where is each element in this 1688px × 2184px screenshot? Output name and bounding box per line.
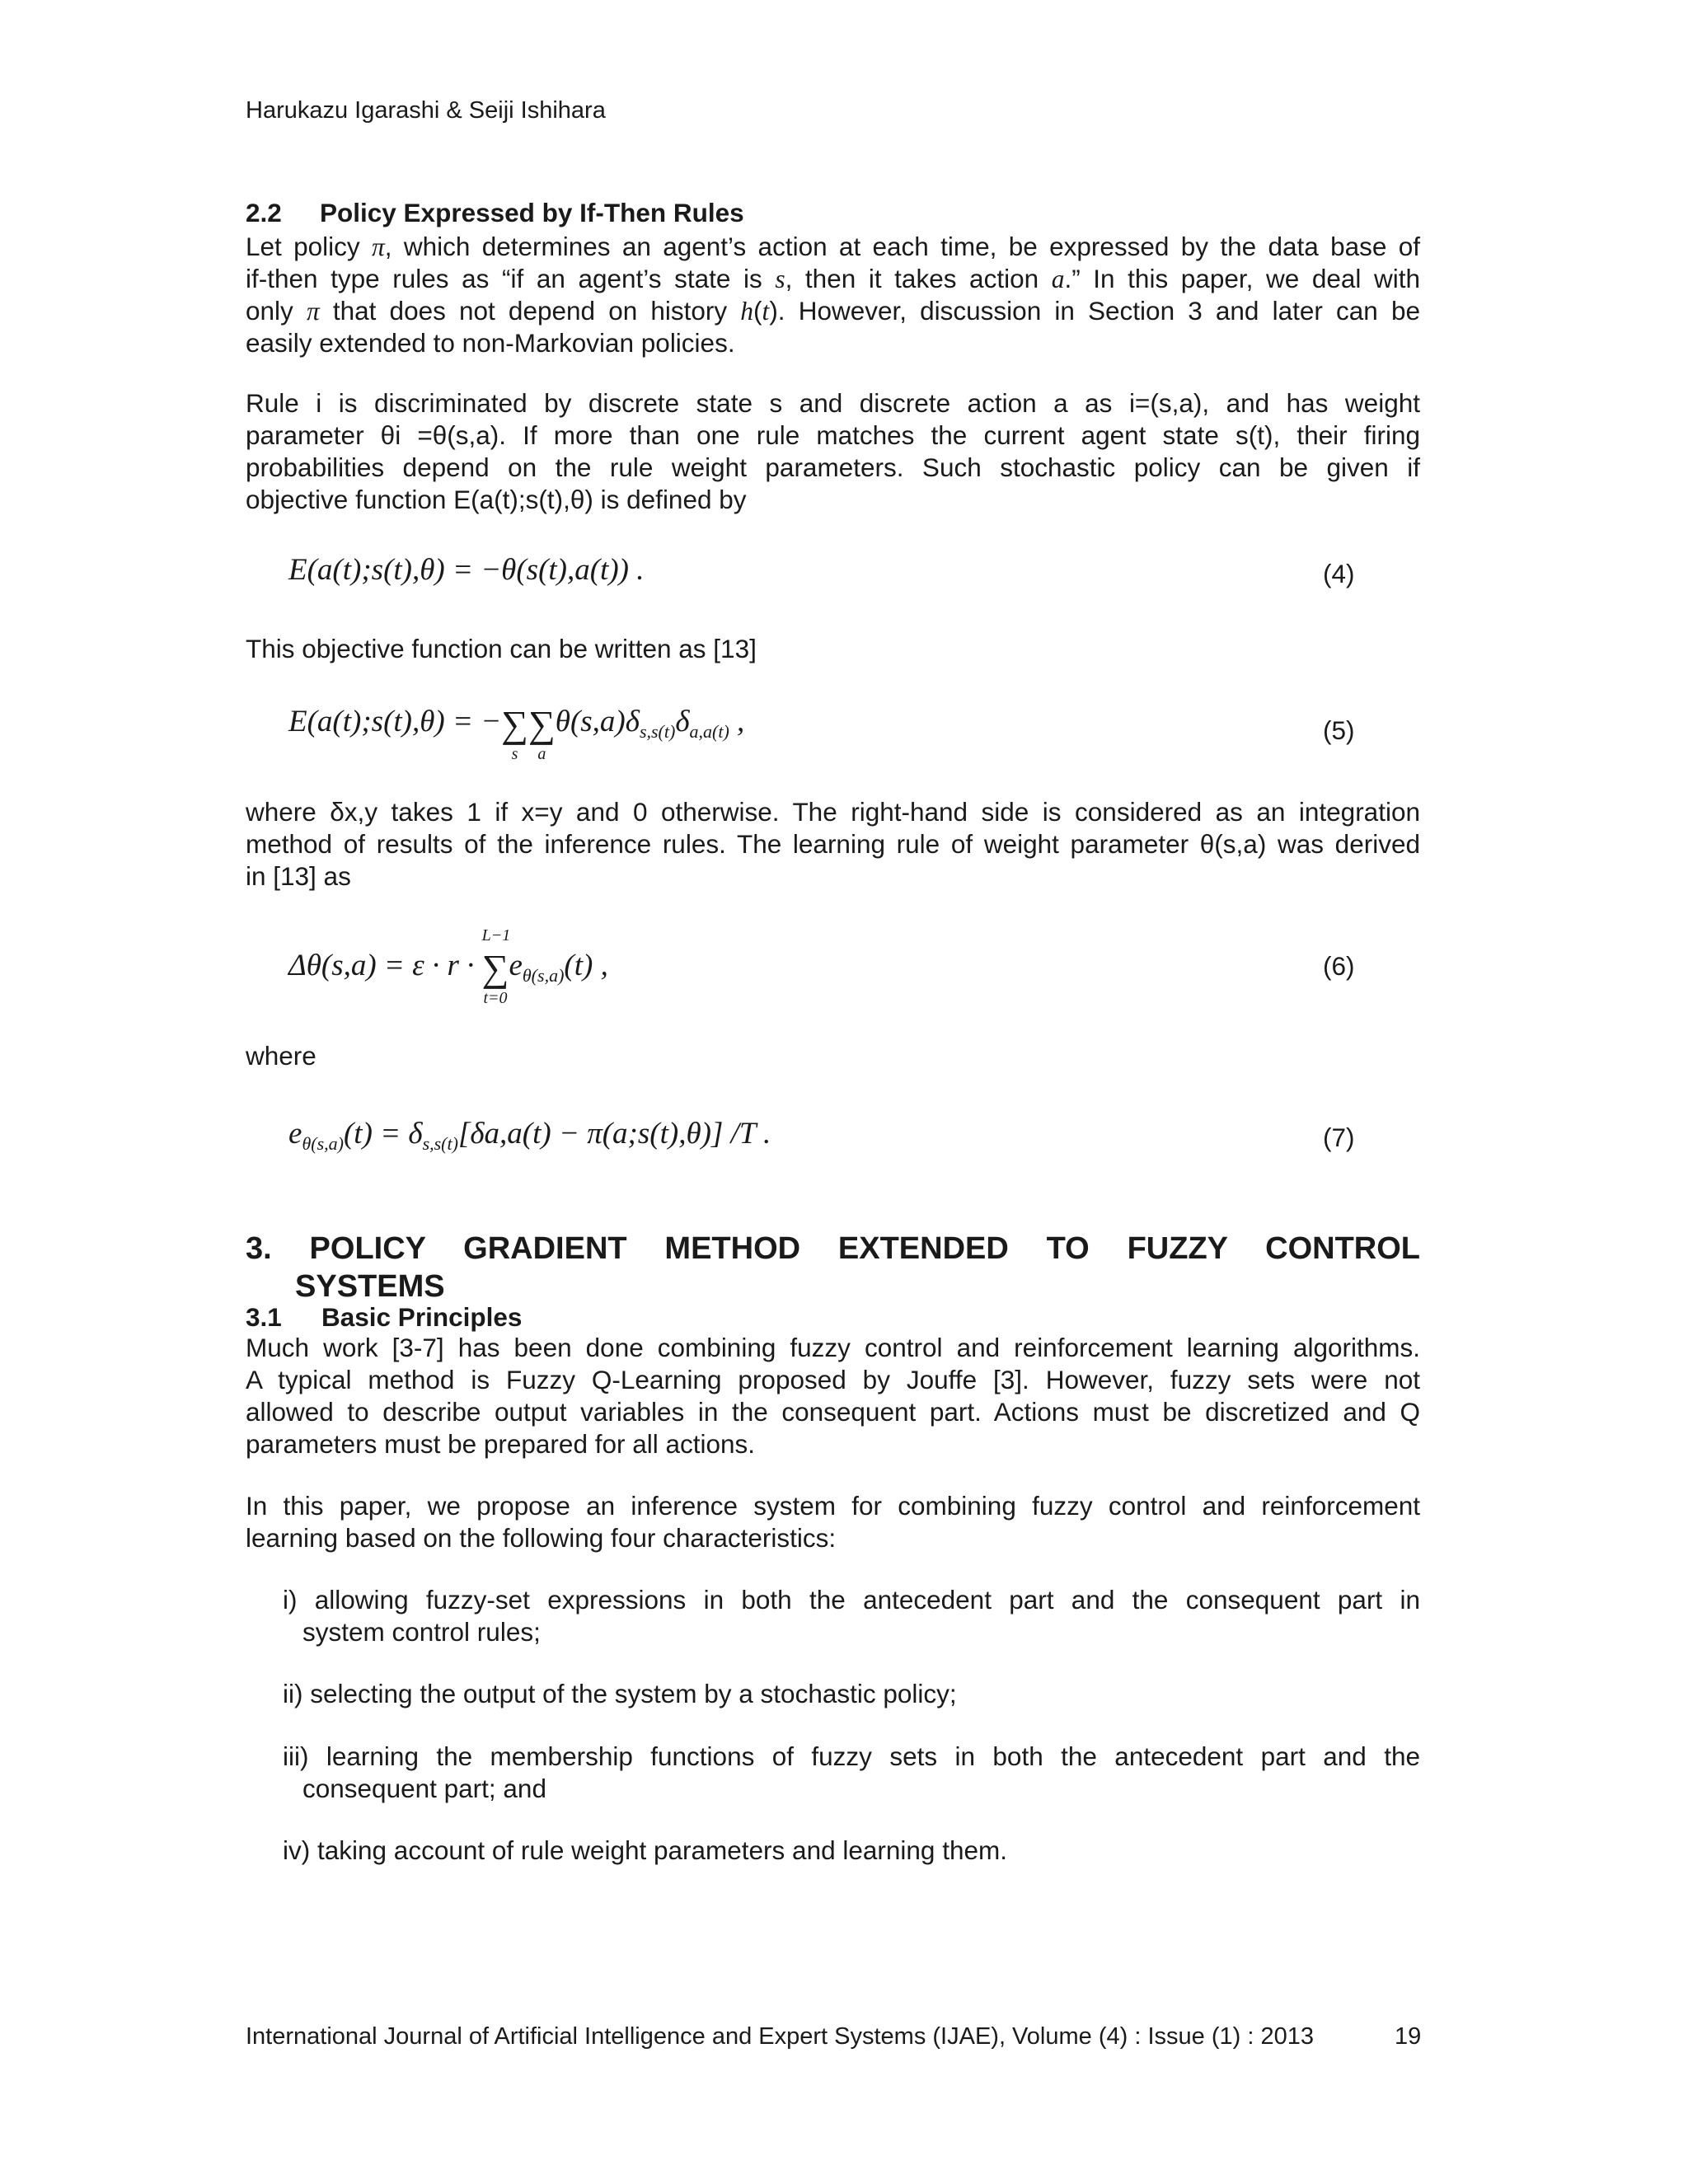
list-item: iii) learning the membership functions of fuzzy sets in both the antecedent part and the consequent part; and bbox=[283, 1741, 1420, 1803]
list-item: ii) selecting the output of the system by a stochastic policy; bbox=[283, 1679, 957, 1708]
section-number: 3.1 bbox=[246, 1302, 282, 1332]
paragraph-prior-work bbox=[246, 1332, 1420, 1460]
list-item: i) allowing fuzzy-set expressions in both the antecedent part and the consequent part in system control rules; bbox=[283, 1585, 1420, 1647]
equation-7: $e_{\theta(s,a)}(t) = \delta_{s,s(t)}[\delta a,a(t)$ − π(a;s(t),θ)] /T . bbox=[288, 1117, 771, 1154]
equation-number-6: (6) bbox=[1323, 951, 1355, 981]
list-item: iv) taking account of rule weight parameters and learning them. bbox=[283, 1835, 1007, 1865]
text-line: Let policy π, which determines an agent’s action at each time, be expressed by the data base of bbox=[246, 232, 1421, 261]
section-title: Policy Expressed by If-Then Rules bbox=[320, 198, 744, 227]
equation-number-7: (7) bbox=[1323, 1122, 1355, 1152]
text-line: In this paper, we propose an inference system for combining fuzzy control and reinforcement bbox=[246, 1491, 1420, 1521]
running-header: Harukazu Igarashi & Seiji Ishihara bbox=[246, 97, 606, 124]
text-line: allowed to describe output variables in the consequent part. Actions must be discretized and Q bbox=[246, 1397, 1420, 1427]
equation-5: E(a(t);s(t),θ) = −∑ s ∑ a $\theta(s,a)\delta_{s,s(t)}\delta_{a,a(t)}$ , bbox=[288, 703, 745, 763]
text-line: learning based on the following four characteristics: bbox=[246, 1523, 837, 1553]
equation-number-5: (5) bbox=[1323, 715, 1355, 745]
equation-6: Δθ(s,a) = ε · r · L−1 ∑ t=0 $e_{\theta(s,a)}(t)$ , bbox=[288, 926, 608, 1007]
text-line: probabilities depend on the rule weight parameters. Such stochastic policy can be given if bbox=[246, 452, 1420, 482]
paragraph-objective: This objective function can be written as [13] bbox=[246, 634, 757, 663]
section-3-heading bbox=[246, 1230, 1420, 1305]
equation-4: E(a(t);s(t),θ) = −θ(s(t),a(t)) . bbox=[288, 553, 645, 587]
text-line: A typical method is Fuzzy Q-Learning proposed by Jouffe [3]. However, fuzzy sets were not bbox=[246, 1365, 1420, 1394]
text-line: objective function E(a(t);s(t),θ) is defined by bbox=[246, 485, 747, 514]
section-3-title-line-2: SYSTEMS bbox=[295, 1269, 445, 1304]
section-3-1-heading bbox=[246, 1302, 522, 1333]
journal-footer: International Journal of Artificial Intelligence and Expert Systems (IJAE), Volume (4) : Issue (1) : 2013 bbox=[246, 2023, 1314, 2050]
text-line: in [13] as bbox=[246, 861, 351, 891]
text-line: only π that does not depend on history h(t). However, discussion in Section 3 and later can be bbox=[246, 296, 1420, 326]
paragraph-delta bbox=[246, 796, 1420, 893]
text-line: parameter θi =θ(s,a). If more than one rule matches the current agent state s(t), their firing bbox=[246, 420, 1420, 450]
equation-number-4: (4) bbox=[1323, 559, 1355, 588]
text-line: easily extended to non-Markovian policies. bbox=[246, 328, 735, 358]
section-2-2-heading bbox=[246, 196, 1420, 229]
paragraph-rule bbox=[246, 387, 1420, 516]
section-3-title-line-1: 3. POLICY GRADIENT METHOD EXTENDED TO FUZZY CONTROL bbox=[246, 1231, 1421, 1266]
page-number: 19 bbox=[1395, 2023, 1422, 2050]
text-line: if-then type rules as “if an agent’s state is s, then it takes action a.” In this paper, we deal with bbox=[246, 264, 1420, 293]
text-line: Rule i is discriminated by discrete state s and discrete action a as i=(s,a), and has weight bbox=[246, 388, 1420, 418]
paragraph-where: where bbox=[246, 1041, 316, 1071]
text-line: method of results of the inference rules. The learning rule of weight parameter θ(s,a) was derived bbox=[246, 829, 1420, 859]
section-title: Basic Principles bbox=[321, 1302, 523, 1332]
paragraph-proposal bbox=[246, 1490, 1420, 1554]
text-line: Much work [3-7] has been done combining fuzzy control and reinforcement learning algorithms. bbox=[246, 1333, 1420, 1362]
section-number: 2.2 bbox=[246, 198, 282, 227]
paragraph-policy bbox=[246, 231, 1420, 359]
text-line: where δx,y takes 1 if x=y and 0 otherwise. The right-hand side is considered as an integration bbox=[246, 797, 1420, 827]
text-line: parameters must be prepared for all actions. bbox=[246, 1429, 756, 1459]
